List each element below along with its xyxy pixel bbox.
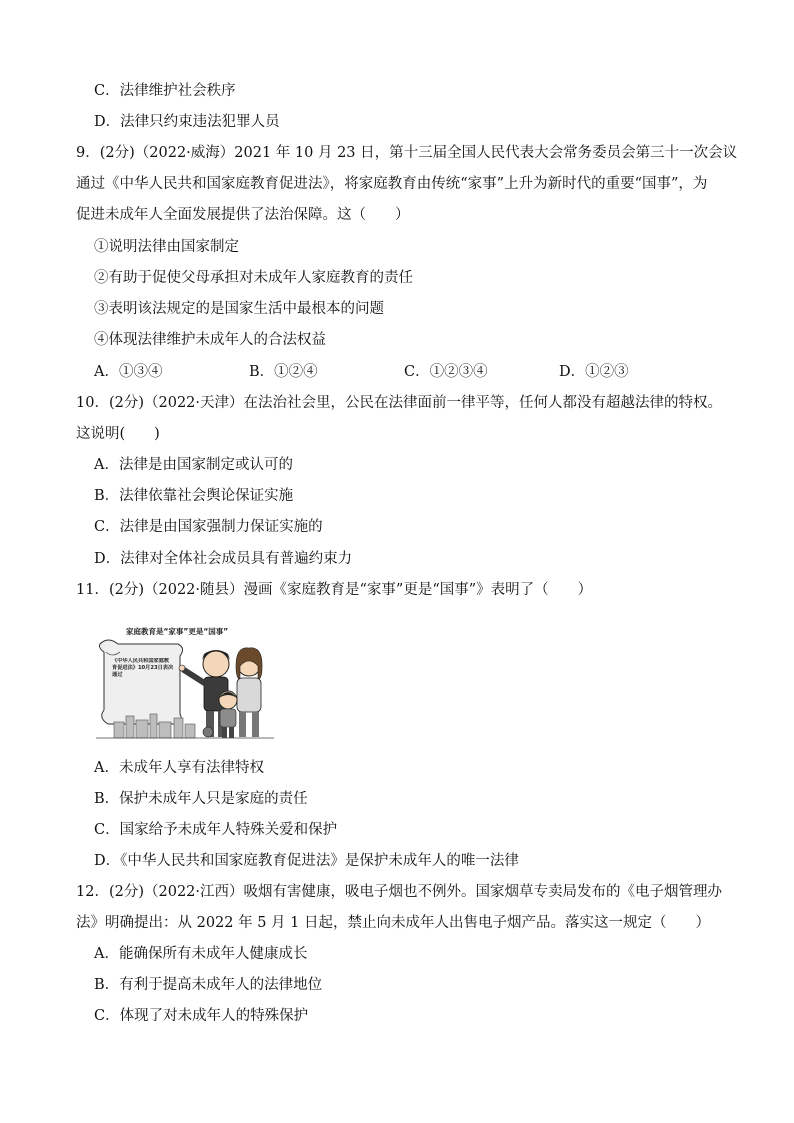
q12-option-c: C．体现了对未成年人的特殊保护 — [94, 1008, 309, 1024]
q12-option-a: A．能确保所有未成年人健康成长 — [94, 946, 308, 962]
q11-option-c: C．国家给予未成年人特殊关爱和保护 — [94, 822, 338, 838]
q11-option-d: D．《中华人民共和国家庭教育促进法》是保护未成年人的唯一法律 — [94, 853, 519, 869]
q8-option-c: C．法律维护社会秩序 — [94, 83, 236, 99]
q11-option-b: B．保护未成年人只是家庭的责任 — [94, 791, 308, 807]
q12-stem-line1: 12．(2分)（2022·江西）吸烟有害健康，吸电子烟也不例外。国家烟草专卖局发布的《电子烟管理办 — [76, 884, 722, 900]
q12-option-b: B．有利于提高未成年人的法律地位 — [94, 977, 323, 993]
q10-option-d: D．法律对全体社会成员具有普遍约束力 — [94, 551, 353, 567]
q11-option-a: A．未成年人享有法律特权 — [94, 760, 264, 776]
q10-stem-line1: 10．(2分)（2022·天津）在法治社会里，公民在法律面前一律平等，任何人都没有超越法律的特权。 — [76, 395, 722, 411]
q9-statement-4: ④体现法律维护未成年人的合法权益 — [94, 332, 326, 348]
q9-statement-1: ①说明法律由国家制定 — [94, 239, 239, 255]
q8-option-d: D．法律只约束违法犯罪人员 — [94, 114, 280, 130]
q9-stem-line1: 9．(2分)（2022·威海）2021 年 10 月 23 日，第十三届全国人民代表大会常务委员会第三十一次会议 — [76, 145, 738, 161]
cartoon-image — [96, 622, 274, 744]
q9-stem-line2: 通过《中华人民共和国家庭教育促进法》，将家庭教育由传统“家事”上升为新时代的重要“国事”，为 — [76, 176, 708, 192]
q9-statement-3: ③表明该法规定的是国家生活中最根本的问题 — [94, 301, 384, 317]
q10-stem-line2: 这说明( ) — [76, 426, 160, 442]
q9-stem-line3: 促进未成年人全面发展提供了法治保障。这（ ） — [76, 207, 410, 223]
q10-option-c: C．法律是由国家强制力保证实施的 — [94, 519, 323, 535]
q10-option-a: A．法律是由国家制定或认可的 — [94, 457, 293, 473]
cartoon-scroll-text: 《中华人民共和国家庭教育促进法》10月23日表决通过 — [112, 658, 174, 678]
q11-stem: 11．(2分)（2022·随县）漫画《家庭教育是“家事”更是“国事”》表明了（ ） — [76, 582, 593, 598]
q9-choice-b: B．①②④ — [249, 364, 318, 380]
q9-choice-c: C．①②③④ — [404, 364, 488, 380]
q9-choices — [94, 362, 714, 382]
q9-choice-a: A．①③④ — [94, 364, 163, 380]
cartoon-title: 家庭教育是“家事”更是“国事” — [126, 627, 229, 636]
q12-stem-line2: 法》明确提出：从 2022 年 5 月 1 日起，禁止向未成年人出售电子烟产品。落实这一规定（ ） — [76, 915, 711, 931]
q10-option-b: B．法律依靠社会舆论保证实施 — [94, 488, 294, 504]
q9-choice-d: D．①②③ — [559, 364, 629, 380]
q9-statement-2: ②有助于促使父母承担对未成年人家庭教育的责任 — [94, 270, 413, 286]
